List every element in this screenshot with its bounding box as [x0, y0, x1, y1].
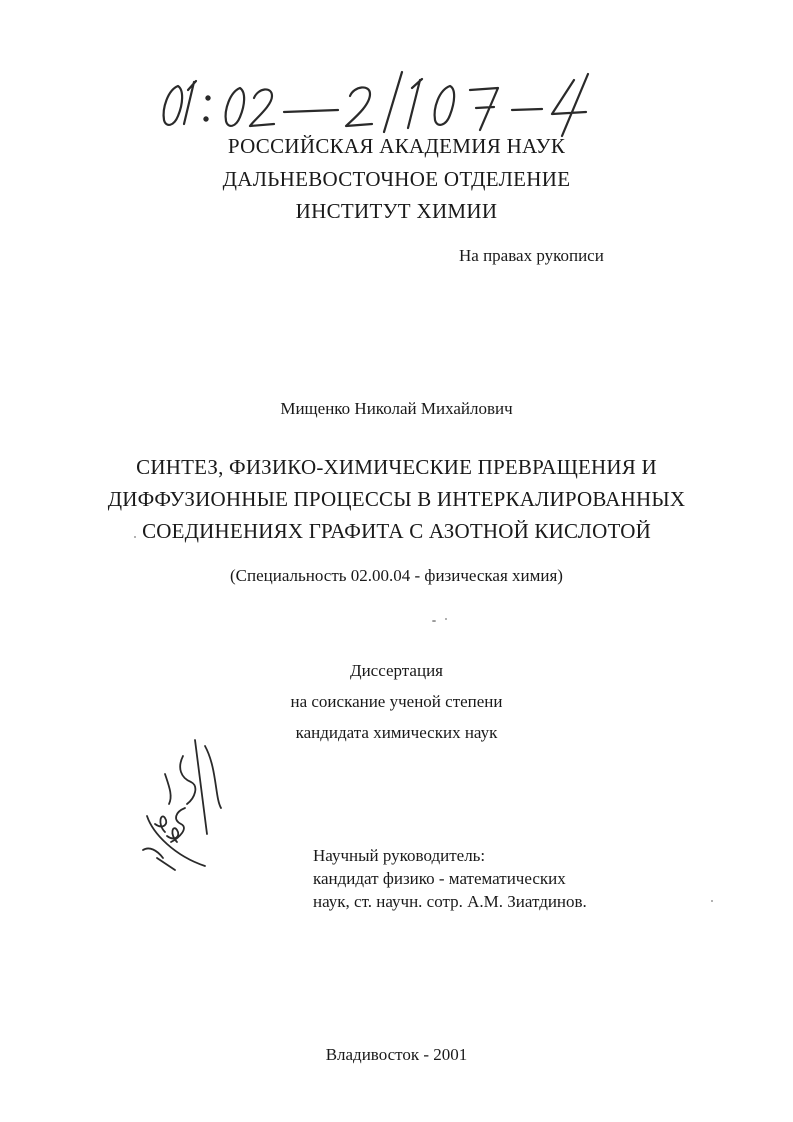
org-academy: РОССИЙСКАЯ АКАДЕМИЯ НАУК: [227, 134, 566, 158]
scan-speck: [432, 620, 436, 622]
dissertation-degree: на соискание ученой степени: [290, 692, 503, 711]
handwritten-catalog-code: [150, 64, 630, 139]
thesis-title-line-2: ДИФФУЗИОННЫЕ ПРОЦЕССЫ В ИНТЕРКАЛИРОВАННЫХ: [107, 487, 686, 511]
dissertation-label: Диссертация: [349, 661, 443, 680]
specialty: (Специальность 02.00.04 - физическая химия): [230, 566, 563, 585]
dissertation-field: кандидата химических наук: [295, 723, 498, 742]
scan-speck: [134, 536, 136, 538]
org-institute: ИНСТИТУТ ХИМИИ: [295, 199, 498, 223]
author-name: Мищенко Николай Михайлович: [280, 399, 513, 418]
supervisor-degree: кандидат физико - математических: [313, 869, 566, 888]
supervisor-name: наук, ст. научн. сотр. А.М. Зиатдинов.: [313, 892, 587, 911]
supervisor-label: Научный руководитель:: [313, 846, 486, 865]
scan-speck: [445, 618, 447, 620]
scan-speck: [711, 900, 713, 902]
thesis-title-line-3: СОЕДИНЕНИЯХ ГРАФИТА С АЗОТНОЙ КИСЛОТОЙ: [142, 519, 651, 543]
city-year: Владивосток - 2001: [325, 1045, 468, 1064]
org-branch: ДАЛЬНЕВОСТОЧНОЕ ОТДЕЛЕНИЕ: [222, 167, 571, 191]
thesis-title-line-1: СИНТЕЗ, ФИЗИКО-ХИМИЧЕСКИЕ ПРЕВРАЩЕНИЯ И: [136, 455, 657, 479]
rights-note: На правах рукописи: [459, 246, 604, 265]
handwritten-signature: [135, 738, 235, 873]
